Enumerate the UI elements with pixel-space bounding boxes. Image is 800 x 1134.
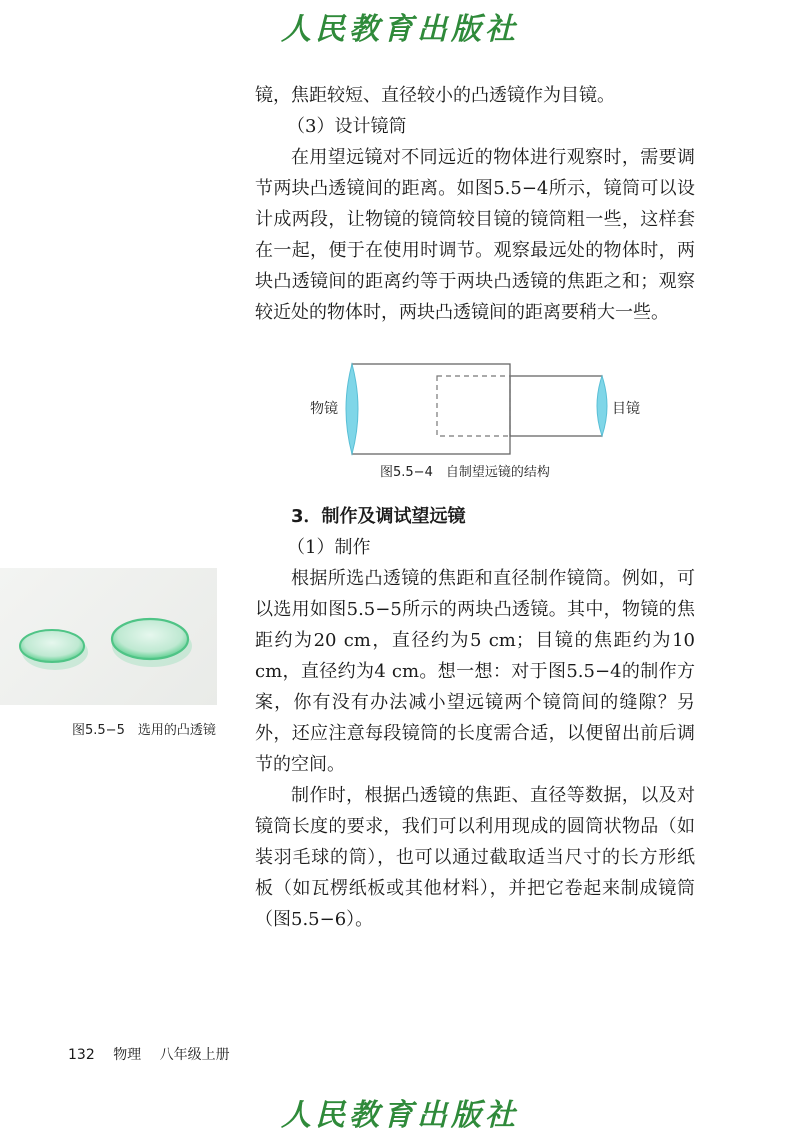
eyepiece-tube-hidden bbox=[437, 376, 510, 436]
objective-lens bbox=[346, 364, 358, 454]
footer-grade: 八年级上册 bbox=[159, 1047, 230, 1063]
paragraph-3: 根据所选凸透镜的焦距和直径制作镜筒。例如，可以选用如图5.5−5所示的两块凸透镜。其中，物镜的焦距约为20 cm，直径约为5 cm；目镜的焦距约为10 cm，直径约为4 cm。想一想：对于图5.5−4的制作方案，你有没有办法减小望远镜两个镜筒间的缝隙？另外，还应注意每段镜筒的长度需合适，以便留出前后调节的空间。 bbox=[255, 568, 695, 775]
paragraph-4: 制作时，根据凸透镜的焦距、直径等数据，以及对镜筒长度的要求，我们可以利用现成的圆筒状物品（如装羽毛球的筒），也可以通过截取适当尺寸的长方形纸板（如瓦楞纸板或其他材料），并把它卷起来制成镜筒（图5.5−6）。 bbox=[255, 785, 695, 930]
subheading-design-tube: （3）设计镜筒 bbox=[287, 116, 407, 137]
footer-subject: 物理 bbox=[113, 1047, 142, 1063]
text-block-bottom bbox=[255, 501, 695, 935]
figure-lenses-photo bbox=[0, 568, 217, 705]
lenses-illustration bbox=[0, 568, 217, 705]
objective-tube bbox=[352, 364, 510, 454]
paragraph-1: 镜，焦距较短、直径较小的凸透镜作为目镜。 bbox=[255, 85, 615, 106]
page-footer bbox=[68, 1044, 244, 1064]
large-lens bbox=[112, 619, 188, 659]
caption-figure-5-5-5: 图5.5−5 选用的凸透镜 bbox=[72, 723, 216, 738]
caption-figure-5-5-4: 图5.5−4 自制望远镜的结构 bbox=[380, 465, 550, 480]
label-eyepiece: 目镜 bbox=[612, 401, 640, 417]
subheading-make: （1）制作 bbox=[287, 537, 371, 558]
publisher-logo-bottom: 人民教育出版社 bbox=[281, 1098, 519, 1133]
eyepiece-lens bbox=[597, 376, 607, 436]
label-objective: 物镜 bbox=[310, 401, 338, 417]
page-number: 132 bbox=[68, 1047, 95, 1063]
publisher-logo-top: 人民教育出版社 bbox=[281, 12, 519, 47]
text-block-top bbox=[255, 80, 695, 328]
small-lens bbox=[20, 630, 84, 662]
eyepiece-tube bbox=[510, 376, 602, 436]
section-heading-3: 3．制作及调试望远镜 bbox=[291, 506, 466, 527]
paragraph-2: 在用望远镜对不同远近的物体进行观察时，需要调节两块凸透镜间的距离。如图5.5−4所示，镜筒可以设计成两段，让物镜的镜筒较目镜的镜筒粗一些，这样套在一起，便于在使用时调节。观察最远处的物体时，两块凸透镜间的距离约等于两块凸透镜的焦距之和；观察较近处的物体时，两块凸透镜间的距离要稍大一些。 bbox=[255, 147, 695, 323]
